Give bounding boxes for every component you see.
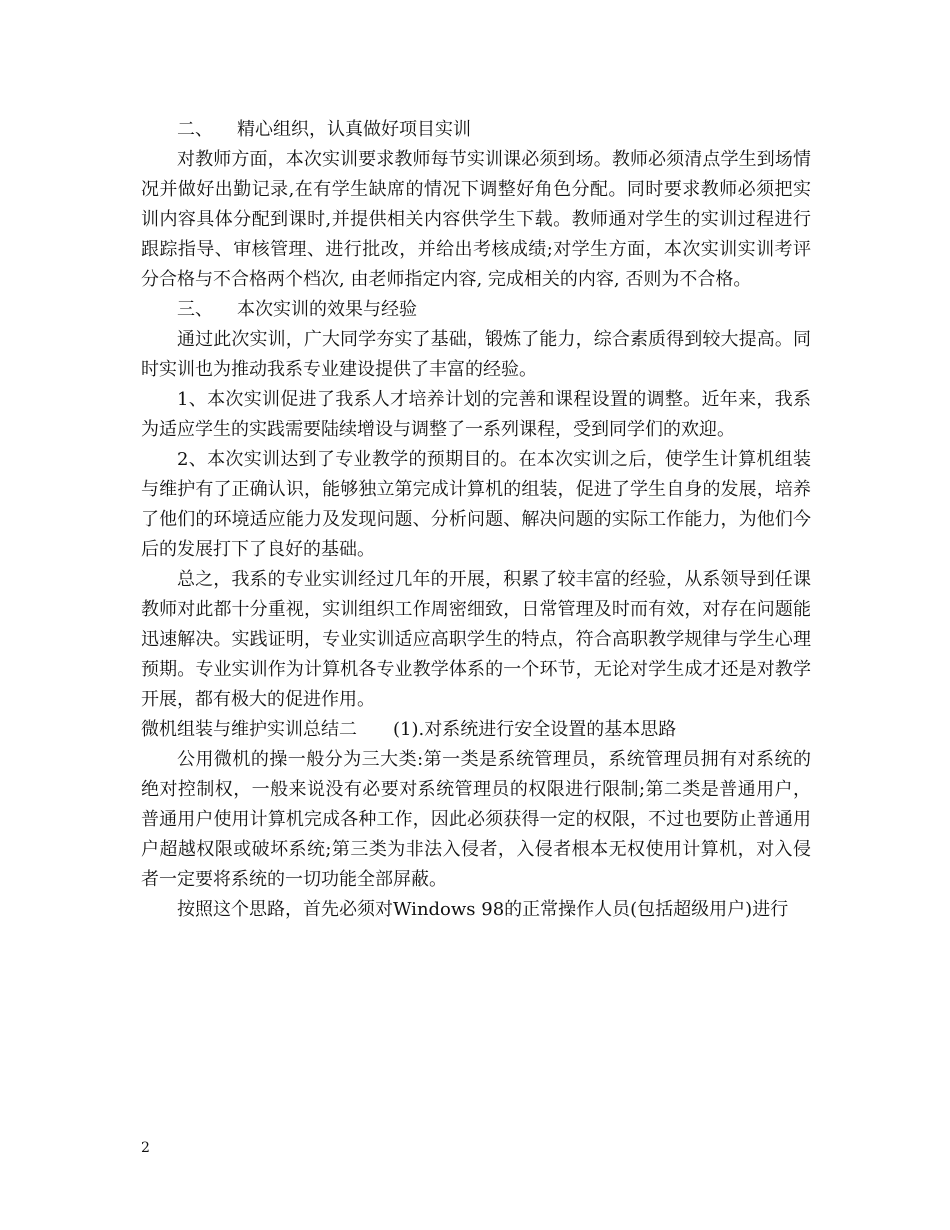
paragraph-point-2: 2、本次实训达到了专业教学的预期目的。在本次实训之后，使学生计算机组装与维护有了正确认识，能够独立第完成计算机的组装，促进了学生自身的发展，培养了他们的环境适应能力及发现问题、分析问题、解决问题的实际工作能力，为他们今后的发展打下了良好的基础。 xyxy=(141,449,811,560)
section-title: 精心组织，认真做好项目实训 xyxy=(237,119,471,140)
summary-two-heading xyxy=(141,715,811,745)
section-number: 三、 xyxy=(177,299,213,320)
section-title: 本次实训的效果与经验 xyxy=(237,299,417,320)
document-body xyxy=(141,115,811,925)
paragraph-approach: 按照这个思路，首先必须对Windows 98的正常操作人员(包括超级用户)进行 xyxy=(177,899,789,920)
paragraph-point-1: 1、本次实训促进了我系人才培养计划的完善和课程设置的调整。近年来，我系为适应学生的实践需要陆续增设与调整了一系列课程，受到同学们的欢迎。 xyxy=(141,389,811,440)
page-number: 2 xyxy=(141,1140,150,1156)
paragraph-user-categories: 公用微机的操一般分为三大类:第一类是系统管理员，系统管理员拥有对系统的绝对控制权，一般来说没有必要对系统管理员的权限进行限制;第二类是普通用户，普通用户使用计算机完成各种工作，因此必须获得一定的权限，不过也要防止普通用户超越权限或破坏系统;第三类为非法入侵者，入侵者根本无权使用计算机，对入侵者一定要将系统的一切功能全部屏蔽。 xyxy=(141,749,811,890)
summary-two-title: 微机组装与维护实训总结二 xyxy=(141,719,357,740)
section-heading-3 xyxy=(141,295,811,325)
section-number: 二、 xyxy=(177,119,213,140)
paragraph-effects: 通过此次实训，广大同学夯实了基础，锻炼了能力，综合素质得到较大提高。同时实训也为推动我系专业建设提供了丰富的经验。 xyxy=(141,329,811,380)
paragraph-conclusion: 总之，我系的专业实训经过几年的开展，积累了较丰富的经验，从系领导到任课教师对此都十分重视，实训组织工作周密细致，日常管理及时而有效，对存在问题能迅速解决。实践证明，专业实训适应高职学生的特点，符合高职教学规律与学生心理预期。专业实训作为计算机各专业教学体系的一个环节，无论对学生成才还是对教学开展，都有极大的促进作用。 xyxy=(141,569,811,710)
security-subheading: (1).对系统进行安全设置的基本思路 xyxy=(393,719,677,740)
paragraph-teacher-requirements: 对教师方面，本次实训要求教师每节实训课必须到场。教师必须清点学生到场情况并做好出勤记录,在有学生缺席的情况下调整好角色分配。同时要求教师必须把实训内容具体分配到课时,并提供相关内容供学生下载。教师通对学生的实训过程进行跟踪指导、审核管理、进行批改，并给出考核成绩;对学生方面，本次实训实训考评分合格与不合格两个档次, 由老师指定内容, 完成相关的内容, 否则为不合格。 xyxy=(141,149,811,290)
section-heading-2 xyxy=(141,115,811,145)
